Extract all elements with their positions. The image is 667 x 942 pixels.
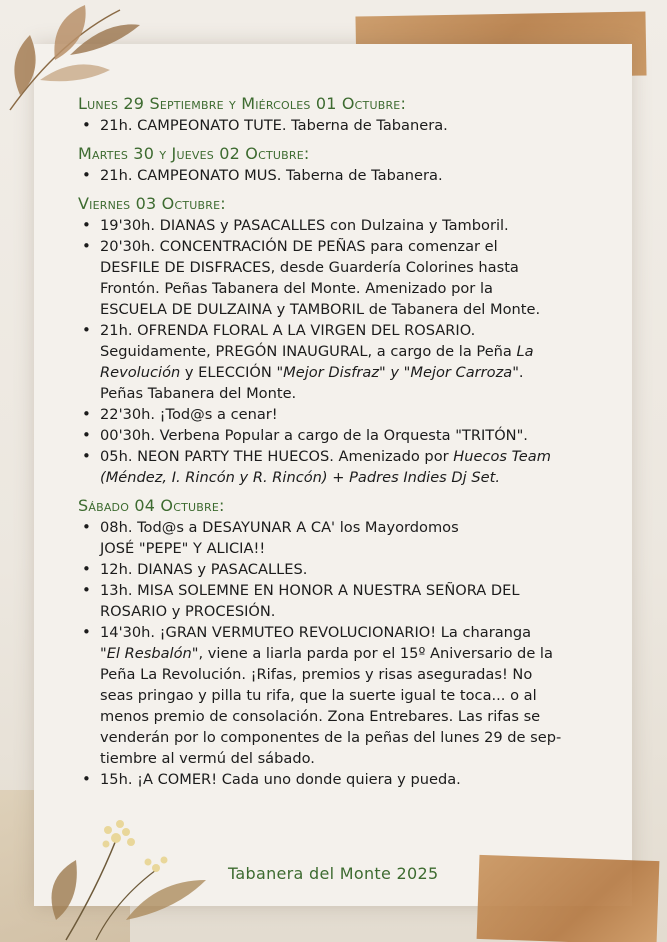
event-text: ESCUELA DE DULZAINA y TAMBORIL de Tabanera del Monte. — [100, 301, 541, 318]
event-text: 20'30h. CONCENTRACIÓN DE PEÑAS para comenzar el — [100, 238, 498, 255]
event-item — [78, 425, 634, 446]
event-text: "Mejor Disfraz" y "Mejor Carroza" — [276, 364, 519, 381]
event-text: Peña La Revolución. ¡Rifas, premios y risas aseguradas! No — [100, 666, 533, 683]
event-text: 15h. ¡A COMER! Cada uno donde quiera y pueda. — [100, 771, 461, 788]
event-text: 21h. CAMPEONATO MUS. Taberna de Tabanera. — [100, 167, 443, 184]
event-text: y ELECCIÓN — [180, 364, 277, 381]
event-text: 21h. CAMPEONATO TUTE. Taberna de Tabanera. — [100, 117, 448, 134]
event-text: Seguidamente, PREGÓN INAUGURAL, a cargo de la Peña — [100, 343, 517, 360]
event-list — [78, 215, 634, 488]
event-item — [78, 622, 634, 769]
dried-flowers-icon — [36, 800, 246, 942]
event-item — [78, 215, 634, 236]
footer-title: Tabanera del Monte 2025 — [228, 864, 439, 883]
event-text: (Méndez, I. Rincón y R. Rincón) + Padres Indies Dj Set. — [100, 469, 500, 486]
event-text: Huecos Team — [453, 448, 551, 465]
schedule — [78, 94, 634, 790]
event-item — [78, 769, 634, 790]
event-text: 00'30h. Verbena Popular a cargo de la Orquesta "TRITÓN". — [100, 427, 528, 444]
day-heading: Martes 30 y Jueves 02 Octubre: — [78, 144, 310, 163]
event-item — [78, 115, 634, 136]
event-list — [78, 517, 634, 790]
event-text: 22'30h. ¡Tod@s a cenar! — [100, 406, 278, 423]
event-text: 05h. NEON PARTY THE HUECOS. Amenizado por — [100, 448, 454, 465]
event-list — [78, 165, 634, 186]
event-text: 14'30h. ¡GRAN VERMUTEO REVOLUCIONARIO! La charanga — [100, 624, 532, 641]
event-text: , viene a liarla parda por el 15º Aniversario de la — [198, 645, 553, 662]
event-item — [78, 236, 634, 320]
day-heading: Lunes 29 Septiembre y Miércoles 01 Octubre: — [78, 94, 407, 113]
event-text: 21h. OFRENDA FLORAL A LA VIRGEN DEL ROSARIO. — [100, 322, 476, 339]
event-text: "El Resbalón" — [100, 645, 199, 662]
tape-strip-bottom — [477, 855, 660, 942]
event-item — [78, 165, 634, 186]
event-item — [78, 320, 634, 404]
event-item — [78, 559, 634, 580]
event-item — [78, 404, 634, 425]
event-text: tiembre al vermú del sábado. — [100, 750, 315, 767]
event-item — [78, 517, 634, 559]
event-text: Frontón. Peñas Tabanera del Monte. Amenizado por la — [100, 280, 493, 297]
event-text: . — [518, 364, 524, 381]
day-heading: Viernes 03 Octubre: — [78, 194, 226, 213]
event-item — [78, 446, 634, 488]
event-text: JOSÉ "PEPE" Y ALICIA!! — [100, 540, 266, 557]
event-text: La — [516, 343, 534, 360]
event-text: 12h. DIANAS y PASACALLES. — [100, 561, 308, 578]
event-item — [78, 580, 634, 622]
event-text: ROSARIO y PROCESIÓN. — [100, 603, 276, 620]
event-text: seas pringao y pilla tu rifa, que la suerte igual te toca... o al — [100, 687, 537, 704]
event-text: menos premio de consolación. Zona Entrebares. Las rifas se — [100, 708, 541, 725]
day-heading: Sábado 04 Octubre: — [78, 496, 225, 515]
event-text: Peñas Tabanera del Monte. — [100, 385, 297, 402]
event-text: 19'30h. DIANAS y PASACALLES con Dulzaina y Tamboril. — [100, 217, 509, 234]
event-list — [78, 115, 634, 136]
event-text: DESFILE DE DISFRACES, desde Guardería Colorines hasta — [100, 259, 519, 276]
event-text: venderán por lo componentes de la peñas del lunes 29 de sep- — [100, 729, 562, 746]
event-text: Revolución — [100, 364, 181, 381]
event-text: 13h. MISA SOLEMNE EN HONOR A NUESTRA SEÑORA DEL — [100, 582, 520, 599]
event-text: 08h. Tod@s a DESAYUNAR A CA' los Mayordomos — [100, 519, 459, 536]
